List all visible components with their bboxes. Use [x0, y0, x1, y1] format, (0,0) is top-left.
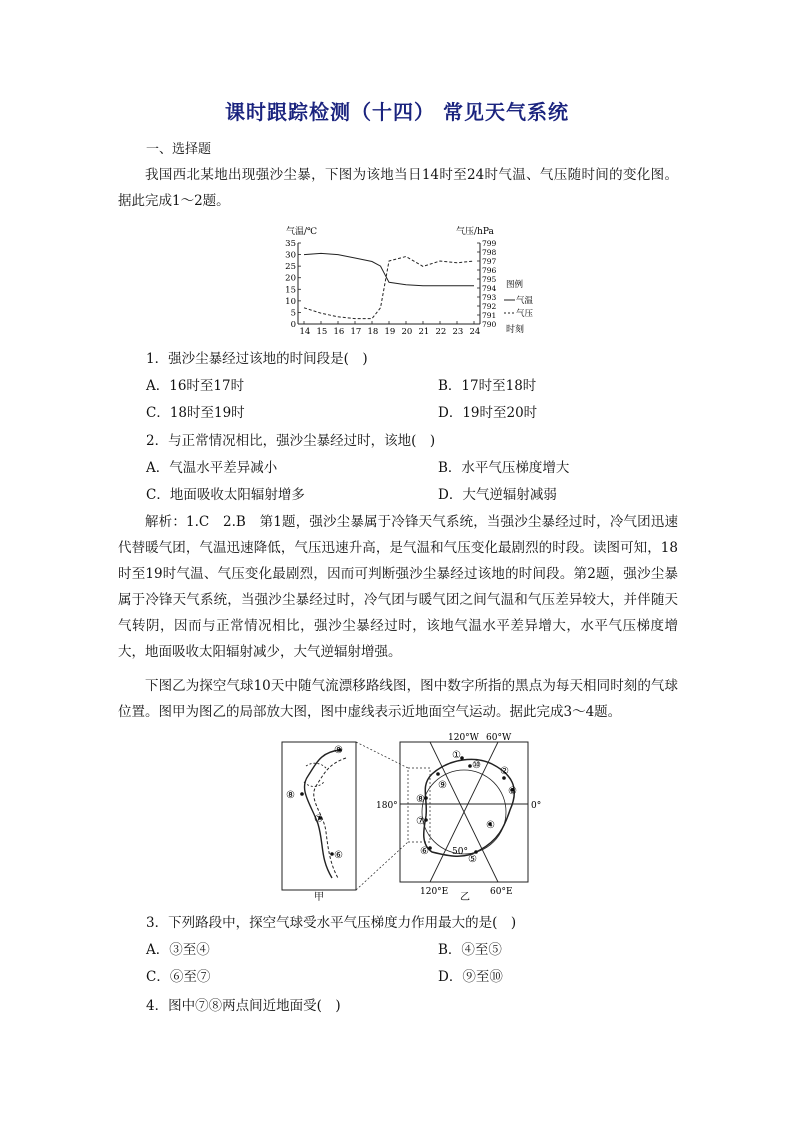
y-right-tick-label: 794	[482, 284, 497, 293]
q3-option-a: A．③至④	[146, 942, 210, 958]
jia-point-8	[300, 792, 304, 796]
q1-option-c: C．18时至19时	[146, 405, 245, 421]
q3-option-d: D．⑨至⑩	[438, 969, 503, 985]
y-right-tick-label: 797	[482, 257, 497, 266]
yi-label-2: ②	[500, 766, 509, 777]
yi-label-1: ①	[452, 750, 461, 761]
y-right-tick-label: 790	[482, 320, 497, 329]
y-left-tick-label: 5	[290, 308, 296, 319]
question-3-stem: 3．下列路段中，探空气球受水平气压梯度力作用最大的是( )	[146, 915, 517, 931]
question-4-stem: 4．图中⑦⑧两点间近地面受( )	[146, 998, 341, 1014]
balloon-route-figure	[280, 728, 542, 903]
legend-title: 图例	[506, 280, 524, 290]
x-tick-label: 20	[401, 327, 413, 337]
y-right-tick-label: 792	[482, 302, 497, 311]
ylabel-left: 气温/℃	[286, 227, 318, 237]
legend-temp-label: 气温	[516, 296, 534, 306]
jia-label-6: ⑥	[334, 850, 343, 861]
q2-option-b: B．水平气压梯度增大	[438, 460, 570, 476]
yi-lon-60e: 60°E	[490, 887, 513, 897]
x-tick-label: 16	[333, 327, 345, 337]
label-jia: 甲	[314, 892, 324, 903]
jia-label-7: ⑦	[314, 814, 323, 825]
y-right-tick-label: 796	[482, 266, 497, 275]
yi-label-7: ⑦	[416, 816, 425, 827]
x-tick-label: 22	[435, 327, 447, 337]
intro-paragraph-1: 我国西北某地出现强沙尘暴，下图为该地当日14时至24时气温、气压随时间的变化图。据此完成1～2题。	[118, 167, 678, 209]
y-right-tick-label: 793	[482, 293, 497, 302]
x-tick-label: 18	[367, 327, 379, 337]
y-left-tick-label: 20	[285, 273, 296, 284]
jia-airflow-arc-2	[304, 782, 324, 787]
q1-option-d: D．19时至20时	[438, 405, 538, 421]
q3-option-c: C．⑥至⑦	[146, 969, 211, 985]
yi-label-4: ④	[486, 820, 495, 831]
y-right-tick-label: 799	[482, 239, 497, 248]
q3-option-b: B．④至⑤	[438, 942, 502, 958]
q1-option-a: A．16时至17时	[146, 378, 245, 394]
temp-pressure-chart	[284, 226, 544, 340]
x-tick-label: 19	[384, 327, 396, 337]
x-tick-label: 14	[299, 327, 311, 337]
yi-label-10: ⑩	[472, 760, 481, 771]
y-right-tick-label: 798	[482, 248, 497, 257]
q1-option-b: B．17时至18时	[438, 378, 537, 394]
y-left-tick-label: 35	[285, 239, 296, 249]
yi-lon-120e: 120°E	[420, 887, 449, 897]
analysis-paragraph: 解析：1.C 2.B 第1题，强沙尘暴属于冷锋天气系统，当强沙尘暴经过时，冷气团迅速代替暖气团，气温迅速降低，气压迅速升高，是气温和气压变化最剧烈的时段。读图可知，18时至19时气温、气压变化最剧烈，因而可判断强沙尘暴经过该地的时间段。第2题，强沙尘暴属于冷锋天气系统，当强沙尘暴经过时，冷气团与暖气团之间气温和气压差异较大，并伴随天气转阴，因而与正常情况相比，强沙尘暴经过时，该地气温水平差异增大，水平气压梯度增大，地面吸收太阳辐射减少，大气逆辐射增强。	[118, 514, 678, 660]
q2-option-a: A．气温水平差异减小	[146, 460, 278, 476]
jia-label-9: ⑨	[334, 745, 343, 756]
yi-point-9	[436, 772, 440, 776]
section-heading: 一、选择题	[146, 142, 212, 157]
ylabel-right: 气压/hPa	[456, 227, 494, 237]
yi-lat-50: 50°	[452, 847, 468, 857]
y-right-tick-label: 795	[482, 275, 497, 284]
page-title: 课时跟踪检测（十四） 常见天气系统	[225, 100, 569, 124]
jia-label-8: ⑧	[286, 790, 295, 801]
x-tick-label: 23	[452, 327, 464, 337]
yi-lon-60w: 60°W	[486, 733, 512, 743]
x-tick-label: 15	[316, 327, 328, 337]
intro-paragraph-2: 下图乙为探空气球10天中随气流漂移路线图，图中数字所指的黑点为每天相同时刻的气球位置。图甲为图乙的局部放大图，图中虚线表示近地面空气运动。据此完成3～4题。	[118, 678, 678, 720]
legend-press-label: 气压	[516, 309, 534, 319]
yi-label-8: ⑧	[416, 794, 425, 805]
yi-label-6: ⑥	[420, 846, 429, 857]
y-left-tick-label: 25	[285, 262, 296, 273]
series-line-pressure	[304, 257, 474, 319]
yi-lon-0: 0°	[531, 801, 542, 811]
q2-option-d: D．大气逆辐射减弱	[438, 487, 557, 503]
series-line-temperature	[304, 253, 474, 285]
question-2-stem: 2．与正常情况相比，强沙尘暴经过时，该地( )	[146, 433, 436, 449]
xlabel: 时刻	[506, 325, 525, 335]
y-left-tick-label: 0	[290, 320, 296, 330]
question-1-stem: 1．强沙尘暴经过该地的时间段是( )	[146, 351, 368, 367]
yi-lon-120w: 120°W	[448, 733, 479, 743]
x-tick-label: 17	[350, 327, 362, 337]
y-left-tick-label: 15	[285, 285, 296, 296]
x-tick-label: 24	[469, 327, 481, 337]
y-left-tick-label: 30	[285, 250, 296, 261]
yi-label-9: ⑨	[438, 780, 447, 791]
label-yi: 乙	[460, 892, 470, 903]
yi-label-3: ③	[508, 786, 517, 797]
x-tick-label: 21	[418, 327, 430, 337]
q2-option-c: C．地面吸收太阳辐射增多	[146, 487, 305, 503]
yi-lon-180: 180°	[376, 801, 398, 811]
yi-label-5: ⑤	[468, 854, 477, 865]
y-left-tick-label: 10	[285, 296, 296, 307]
y-right-tick-label: 791	[482, 311, 497, 320]
